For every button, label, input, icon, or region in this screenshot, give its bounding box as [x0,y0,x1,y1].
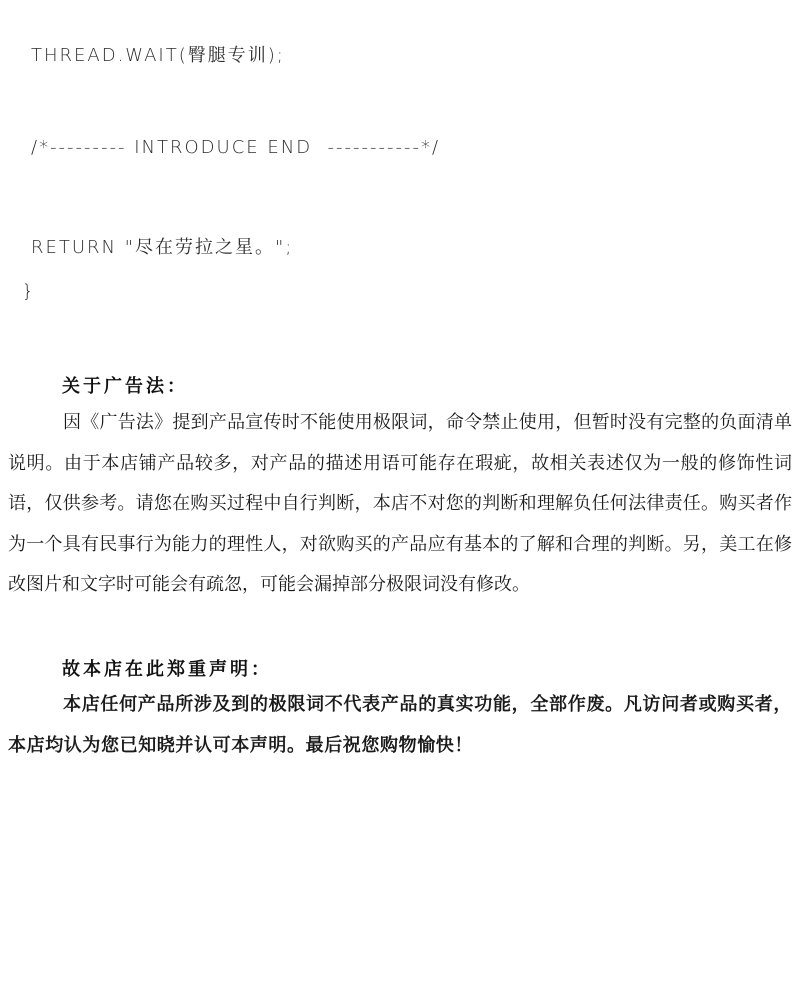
declaration-paragraph: 本店任何产品所涉及到的极限词不代表产品的真实功能，全部作废。凡访问者或购买者，本店均认为您已知晓并认可本声明。最后祝您购物愉快！ [8,694,792,756]
declaration-heading: 故本店在此郑重声明： [62,659,272,680]
code-return-line: RETURN "尽在劳拉之星。"; [31,237,294,258]
code-introduce-end-comment: /*--------- INTRODUCE END -----------*/ [31,137,441,158]
code-closing-brace: } [22,281,36,302]
code-thread-wait-line: THREAD.WAIT(臀腿专训); [31,45,285,66]
ad-law-heading: 关于广告法： [62,376,188,397]
ad-law-paragraph: 因《广告法》提到产品宣传时不能使用极限词，命令禁止使用，但暂时没有完整的负面清单说明。由于本店铺产品较多，对产品的描述用语可能存在瑕疵，故相关表述仅为一般的修饰性词语，仅供参考。请您在购买过程中自行判断，本店不对您的判断和理解负任何法律责任。购买者作为一个具有民事行为能力的理性人，对欲购买的产品应有基本的了解和合理的判断。另，美工在修改图片和文字时可能会有疏忽，可能会漏掉部分极限词没有修改。 [8,412,792,595]
